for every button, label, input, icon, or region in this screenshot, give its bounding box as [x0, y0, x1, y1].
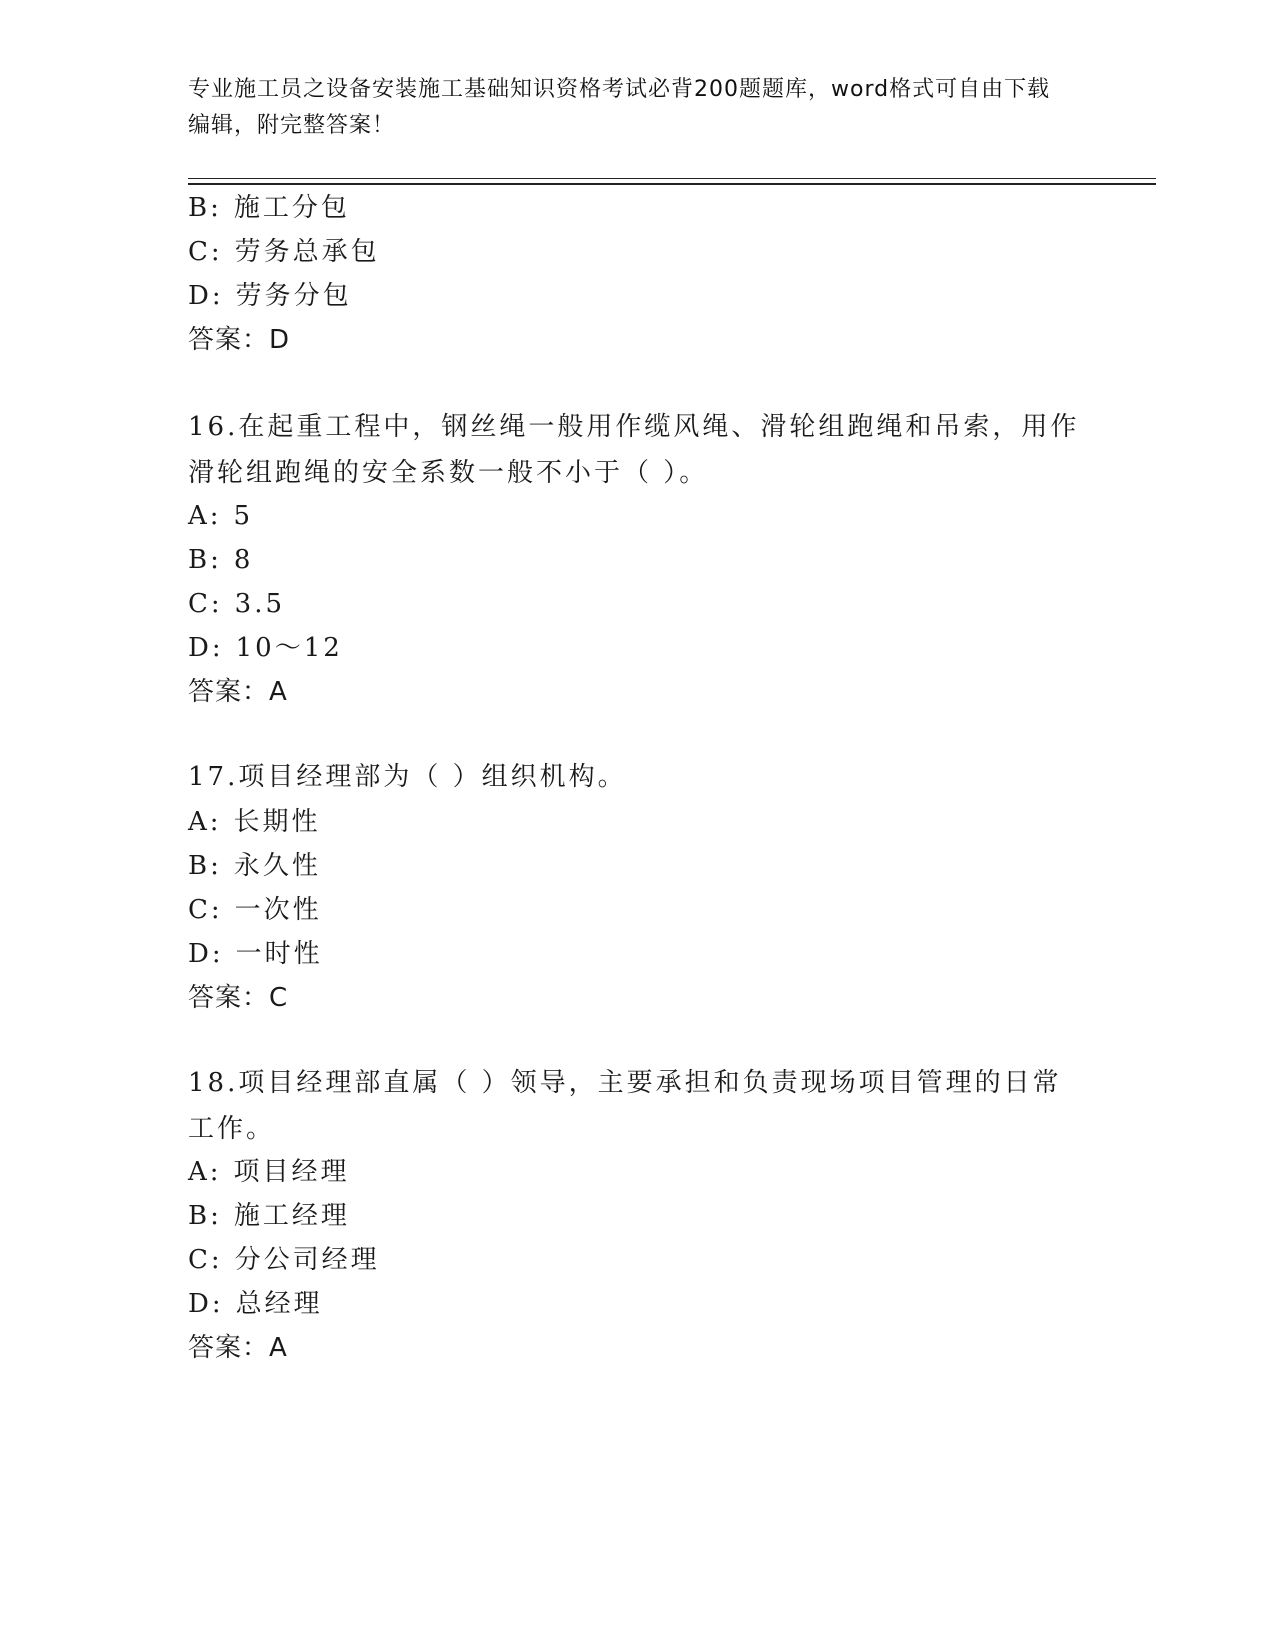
q15-answer: 答案：D: [188, 325, 291, 355]
q16-option-d: [188, 628, 343, 668]
option-letter: D:: [188, 1289, 224, 1319]
option-letter: B:: [188, 545, 222, 575]
option-letter: B:: [188, 851, 222, 881]
option-text: 永久性: [233, 851, 321, 881]
q16-stem: 16.在起重工程中，钢丝绳一般用作缆风绳、滑轮组跑绳和吊索，用作滑轮组跑绳的安全系数一般不小于（ ）。: [188, 412, 1080, 488]
q16-option-c: [188, 584, 285, 624]
option-letter: B:: [188, 1201, 222, 1231]
header-rule-thin: [188, 178, 1156, 179]
option-letter: D:: [188, 281, 224, 311]
q16-answer: 答案：A: [188, 677, 288, 707]
q17-option-a: [188, 802, 321, 842]
option-letter: A:: [188, 807, 222, 837]
option-text: 3.5: [234, 589, 286, 619]
q17-answer: 答案：C: [188, 983, 289, 1013]
option-letter: A:: [188, 501, 222, 531]
option-text: 施工分包: [233, 193, 350, 223]
option-text: 8: [233, 545, 254, 575]
option-text: 一次性: [234, 895, 322, 925]
option-letter: C:: [188, 1245, 223, 1275]
option-letter: C:: [188, 589, 223, 619]
option-text: 5: [233, 501, 254, 531]
option-text: 10～12: [235, 633, 343, 663]
q17-option-c: [188, 890, 322, 930]
q15-option-d: [188, 276, 352, 316]
option-text: 分公司经理: [234, 1245, 380, 1275]
option-letter: D:: [188, 633, 224, 663]
option-text: 长期性: [233, 807, 321, 837]
option-text: 总经理: [235, 1289, 323, 1319]
q18-option-a: [188, 1152, 350, 1192]
option-text: 劳务总承包: [234, 237, 380, 267]
header-rule-thick: [188, 183, 1156, 185]
q17-option-b: [188, 846, 321, 886]
option-letter: B:: [188, 193, 222, 223]
option-letter: D:: [188, 939, 224, 969]
q16-option-a: [188, 496, 253, 536]
option-letter: C:: [188, 237, 223, 267]
page-header: 专业施工员之设备安装施工基础知识资格考试必背200题题库，word格式可自由下载编辑，附完整答案！: [188, 77, 1051, 138]
q18-option-b: [188, 1196, 350, 1236]
q18-answer: 答案：A: [188, 1333, 288, 1363]
q15-option-b: [188, 188, 350, 228]
q18-option-d: [188, 1284, 323, 1324]
q15-option-c: [188, 232, 380, 272]
option-text: 项目经理: [233, 1157, 350, 1187]
q18-stem: 18.项目经理部直属（ ）领导，主要承担和负责现场项目管理的日常工作。: [188, 1068, 1062, 1144]
q16-option-b: [188, 540, 253, 580]
q17-stem: 17.项目经理部为（ ）组织机构。: [188, 762, 627, 792]
option-text: 施工经理: [233, 1201, 350, 1231]
option-letter: C:: [188, 895, 223, 925]
option-text: 一时性: [235, 939, 323, 969]
q18-option-c: [188, 1240, 380, 1280]
q17-option-d: [188, 934, 323, 974]
option-text: 劳务分包: [235, 281, 352, 311]
option-letter: A:: [188, 1157, 222, 1187]
